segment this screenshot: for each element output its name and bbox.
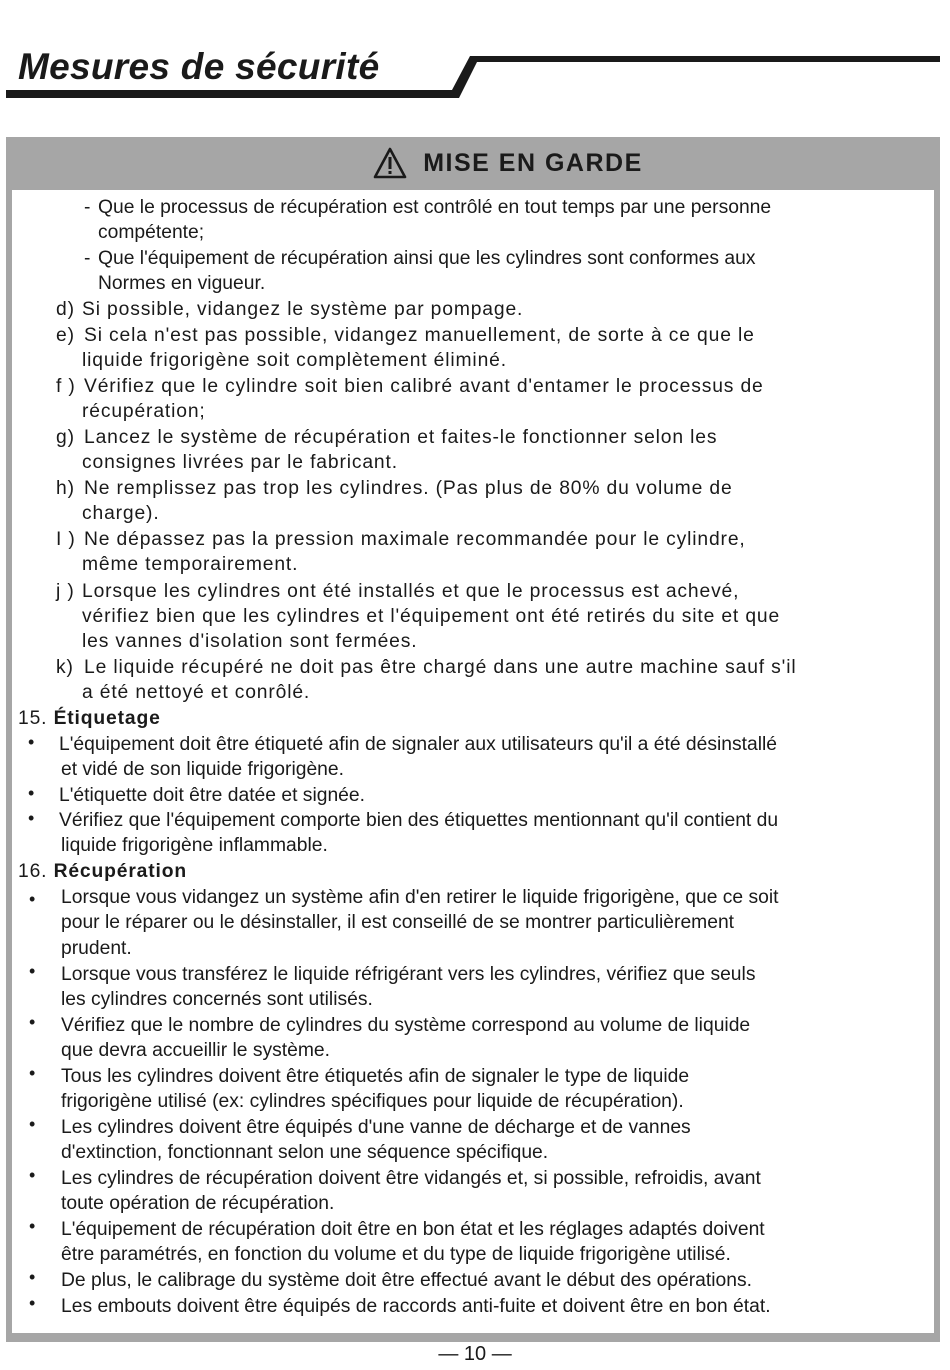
bullet-text: L'équipement de récupération doit être en bon état et les réglages adaptés doivent — [61, 1219, 765, 1240]
page-number — [0, 1343, 950, 1366]
section-title: Étiquetage — [53, 708, 161, 729]
bullet-text: et vidé de son liquide frigorigène. — [61, 759, 344, 780]
section-number: 15. — [18, 708, 48, 729]
warning-box — [6, 137, 940, 1342]
step-marker: j ) — [56, 581, 75, 602]
section-heading-recuperation — [18, 859, 187, 884]
bullet-text: L'équipement doit être étiqueté afin de signaler aux utilisateurs qu'il a été désinstallé — [59, 734, 778, 755]
bullet-marker: • — [29, 1293, 36, 1313]
step-text: Si possible, vidangez le système par pompage. — [82, 299, 524, 320]
bullet-marker: • — [29, 1267, 36, 1287]
step-marker: h) — [56, 478, 75, 499]
section-title: Récupération — [53, 861, 187, 882]
warning-header — [6, 147, 940, 189]
step-text: Lancez le système de récupération et faites-le fonctionner selon les — [84, 427, 718, 448]
bullet-text: Lorsque vous vidangez un système afin d'en retirer le liquide frigorigène, que ce soit — [61, 887, 779, 908]
bullet-text: toute opération de récupération. — [61, 1193, 335, 1214]
bullet-marker: • — [29, 1114, 36, 1134]
list-item-text: Que le processus de récupération est contrôlé en tout temps par une personne — [98, 197, 772, 218]
bullet-text: frigorigène utilisé (ex: cylindres spécifiques pour liquide de récupération). — [61, 1091, 684, 1112]
step-text: liquide frigorigène soit complètement éliminé. — [82, 350, 507, 371]
step-text: les vannes d'isolation sont fermées. — [82, 631, 418, 652]
list-item-text: Normes en vigueur. — [98, 273, 266, 294]
title-underline-rule — [0, 50, 950, 102]
bullet-text: être paramétrés, en fonction du volume et du type de liquide frigorigène utilisé. — [61, 1244, 731, 1265]
page-title: Mesures de sécurité — [18, 46, 380, 87]
step-text: charge). — [82, 503, 160, 524]
bullet-text: Lorsque vous transférez le liquide réfrigérant vers les cylindres, vérifiez que seuls — [61, 964, 756, 985]
bullet-text: Vérifiez que le nombre de cylindres du système correspond au volume de liquide — [61, 1015, 751, 1036]
bullet-marker: • — [29, 889, 36, 909]
bullet-marker: • — [29, 1165, 36, 1185]
bullet-marker: • — [28, 783, 35, 803]
bullet-marker: • — [29, 961, 36, 981]
step-text: Vérifiez que le cylindre soit bien calibré avant d'entamer le processus de — [84, 376, 764, 397]
bullet-marker: • — [29, 1216, 36, 1236]
bullet-text: d'extinction, fonctionnant selon une séquence spécifique. — [61, 1142, 549, 1163]
step-marker: g) — [56, 427, 75, 448]
bullet-text: les cylindres concernés sont utilisés. — [61, 989, 373, 1010]
step-text: Si cela n'est pas possible, vidangez manuellement, de sorte à ce que le — [84, 325, 755, 346]
list-item-text: Que l'équipement de récupération ainsi que les cylindres sont conformes aux — [98, 248, 756, 269]
page-number-dash-left: — — [438, 1343, 459, 1365]
bullet-text: Les cylindres de récupération doivent être vidangés et, si possible, refroidis, avant — [61, 1168, 761, 1189]
warning-content — [12, 190, 934, 1333]
bullet-text: prudent. — [61, 938, 132, 959]
bullet-text: Tous les cylindres doivent être étiquetés afin de signaler le type de liquide — [61, 1066, 690, 1087]
section-heading-etiquetage — [18, 706, 161, 731]
step-text: même temporairement. — [82, 554, 299, 575]
bullet-text: De plus, le calibrage du système doit être effectué avant le début des opérations. — [61, 1270, 752, 1291]
bullet-text: Vérifiez que l'équipement comporte bien des étiquettes mentionnant qu'il contient du — [59, 810, 779, 831]
page-number-dash-right: — — [491, 1343, 512, 1365]
bullet-marker: • — [29, 1012, 36, 1032]
step-text: consignes livrées par le fabricant. — [82, 452, 398, 473]
list-marker: - — [84, 248, 91, 269]
bullet-marker: • — [28, 732, 35, 752]
step-text: Ne dépassez pas la pression maximale recommandée pour le cylindre, — [84, 529, 746, 550]
bullet-text: L'étiquette doit être datée et signée. — [59, 785, 365, 806]
step-text: Ne remplissez pas trop les cylindres. (Pas plus de 80% du volume de — [84, 478, 733, 499]
bullet-marker: • — [28, 808, 35, 828]
page-number-value: 10 — [463, 1343, 487, 1365]
step-text: a été nettoyé et conrôlé. — [82, 682, 311, 703]
step-text: Le liquide récupéré ne doit pas être chargé dans une autre machine sauf s'il — [84, 657, 797, 678]
step-text: Lorsque les cylindres ont été installés et que le processus est achevé, — [82, 581, 740, 602]
section-number: 16. — [18, 861, 48, 882]
step-marker: I ) — [56, 529, 76, 550]
step-marker: e) — [56, 325, 75, 346]
bullet-text: Les cylindres doivent être équipés d'une vanne de décharge et de vannes — [61, 1117, 691, 1138]
step-marker: f ) — [56, 376, 76, 397]
step-marker: k) — [56, 657, 74, 678]
list-marker: - — [84, 197, 91, 218]
warning-title: MISE EN GARDE — [423, 148, 643, 177]
step-marker: d) — [56, 299, 75, 320]
bullet-text: Les embouts doivent être équipés de raccords anti-fuite et doivent être en bon état. — [61, 1296, 771, 1317]
list-item-text: compétente; — [98, 222, 205, 243]
step-text: vérifiez bien que les cylindres et l'équipement ont été retirés du site et que — [82, 606, 781, 627]
step-text: récupération; — [82, 401, 206, 422]
warning-triangle-icon — [373, 147, 407, 179]
bullet-marker: • — [29, 1063, 36, 1083]
bullet-text: pour le réparer ou le désinstaller, il est conseillé de se montrer particulièrement — [61, 912, 735, 933]
bullet-text: que devra accueillir le système. — [61, 1040, 330, 1061]
bullet-text: liquide frigorigène inflammable. — [61, 835, 328, 856]
